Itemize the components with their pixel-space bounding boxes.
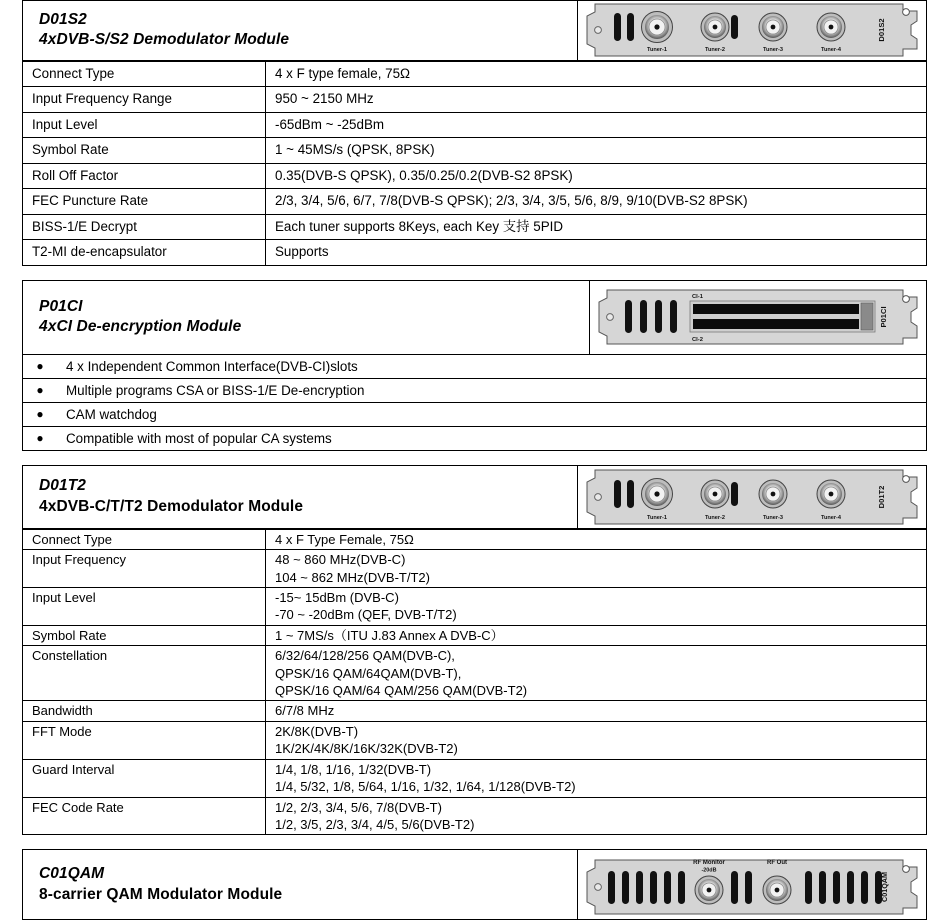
card-port-label: Tuner-3: [762, 514, 784, 521]
card-silkscreen-label: D01S2: [877, 18, 886, 43]
card-silkscreen-label: P01CI: [879, 306, 888, 328]
module-card-image-d01s2: [577, 1, 926, 60]
bullet-icon: ●: [36, 431, 44, 446]
tuner-card-illustration: [581, 466, 923, 528]
spec-value: 6/7/8 MHz: [266, 701, 927, 721]
spec-key: Symbol Rate: [23, 625, 266, 645]
card-silkscreen-label: D01T2: [877, 485, 886, 509]
card-port-label: Tuner-3: [762, 47, 784, 54]
module-section-d01s2: [22, 0, 927, 266]
feature-list-item: [22, 379, 927, 403]
module-code: P01CI: [39, 297, 83, 315]
table-row: [23, 625, 927, 645]
feature-list-item: [22, 427, 927, 451]
card-port-label: Tuner-2: [704, 47, 726, 54]
module-section-p01ci: [22, 280, 927, 451]
tuner-card-illustration: [581, 1, 923, 59]
module-header-d01t2: [22, 465, 927, 529]
spec-key: Symbol Rate: [23, 138, 266, 164]
module-name: 4xDVB-C/T/T2 Demodulator Module: [39, 497, 304, 515]
table-row: [23, 797, 927, 835]
spec-key: Input Frequency: [23, 550, 266, 588]
bullet-icon: ●: [36, 407, 44, 422]
feature-text: 4 x Independent Common Interface(DVB-CI)slots: [66, 358, 358, 374]
module-name: 8-carrier QAM Modulator Module: [39, 885, 283, 903]
module-card-image-d01t2: [577, 466, 926, 528]
spec-key: FFT Mode: [23, 721, 266, 759]
bullet-icon: ●: [36, 359, 44, 374]
spec-value: -65dBm ~ -25dBm: [266, 112, 927, 138]
card-port-label: Tuner-1: [646, 514, 668, 521]
module-title-block: [23, 1, 577, 60]
spec-value: 6/32/64/128/256 QAM(DVB-C), QPSK/16 QAM/64QAM(DVB-T), QPSK/16 QAM/64 QAM/256 QAM(DVB-T2): [266, 646, 927, 701]
spec-value: 1 ~ 45MS/s (QPSK, 8PSK): [266, 138, 927, 164]
spec-key: T2-MI de-encapsulator: [23, 240, 266, 266]
module-title-block: [23, 466, 577, 528]
module-section-d01t2: [22, 465, 927, 836]
spec-value: 2/3, 3/4, 5/6, 6/7, 7/8(DVB-S QPSK); 2/3, 3/4, 3/5, 5/6, 8/9, 9/10(DVB-S2 8PSK): [266, 189, 927, 215]
feature-text: Multiple programs CSA or BISS-1/E De-encryption: [66, 382, 365, 398]
table-row: [23, 721, 927, 759]
spec-value: 1/4, 1/8, 1/16, 1/32(DVB-T) 1/4, 5/32, 1/8, 5/64, 1/16, 1/32, 1/64, 1/128(DVB-T2): [266, 759, 927, 797]
spec-key: Bandwidth: [23, 701, 266, 721]
feature-text: Compatible with most of popular CA systems: [66, 430, 332, 446]
table-row: [23, 529, 927, 549]
module-name: 4xCI De-encryption Module: [39, 318, 242, 336]
card-port-label: Tuner-4: [820, 514, 842, 521]
card-silkscreen-label: C01QAM: [880, 871, 889, 902]
spec-key: Input Level: [23, 112, 266, 138]
spec-table-d01s2: [22, 61, 927, 266]
card-slot-label-top: CI-1: [692, 294, 703, 301]
card-port-sublabel-monitor: -20dB: [701, 867, 717, 874]
spec-value: 48 ~ 860 MHz(DVB-C) 104 ~ 862 MHz(DVB-T/T2): [266, 550, 927, 588]
card-port-label: Tuner-2: [704, 514, 726, 521]
table-row: [23, 214, 927, 240]
spec-value: 2K/8K(DVB-T) 1K/2K/4K/8K/16K/32K(DVB-T2): [266, 721, 927, 759]
table-row: [23, 189, 927, 215]
ci-card-illustration: [593, 286, 923, 348]
table-row: [23, 163, 927, 189]
table-row: [23, 759, 927, 797]
spec-key: BISS-1/E Decrypt: [23, 214, 266, 240]
spec-key: Connect Type: [23, 529, 266, 549]
feature-text: CAM watchdog: [66, 406, 157, 422]
qam-card-illustration: [581, 854, 923, 916]
spec-value: 1 ~ 7MS/s（ITU J.83 Annex A DVB-C）: [266, 625, 927, 645]
module-section-c01qam: [22, 849, 927, 920]
table-row: [23, 112, 927, 138]
table-row: [23, 646, 927, 701]
table-row: [23, 240, 927, 266]
module-header-p01ci: [22, 280, 927, 355]
module-header-c01qam: [22, 849, 927, 920]
spec-value: 4 x F type female, 75Ω: [266, 61, 927, 87]
spec-value: 950 ~ 2150 MHz: [266, 87, 927, 113]
module-code: D01S2: [39, 11, 87, 28]
spec-key: Connect Type: [23, 61, 266, 87]
table-row: [23, 550, 927, 588]
spec-key: FEC Puncture Rate: [23, 189, 266, 215]
module-card-image-c01qam: [577, 850, 926, 919]
table-row: [23, 701, 927, 721]
card-port-label: Tuner-1: [646, 47, 668, 54]
spec-key: Guard Interval: [23, 759, 266, 797]
table-row: [23, 61, 927, 87]
spec-value: Supports: [266, 240, 927, 266]
spec-value: 1/2, 2/3, 3/4, 5/6, 7/8(DVB-T) 1/2, 3/5, 2/3, 3/4, 4/5, 5/6(DVB-T2): [266, 797, 927, 835]
module-name: 4xDVB-S/S2 Demodulator Module: [39, 31, 290, 49]
module-code: D01T2: [39, 477, 87, 495]
bullet-icon: ●: [36, 383, 44, 398]
spec-key: Roll Off Factor: [23, 163, 266, 189]
feature-list-item: [22, 403, 927, 427]
table-row: [23, 87, 927, 113]
spec-key: Input Frequency Range: [23, 87, 266, 113]
module-title-block: [23, 281, 589, 354]
table-row: [23, 588, 927, 626]
spec-value: -15~ 15dBm (DVB-C) -70 ~ -20dBm (QEF, DVB-T/T2): [266, 588, 927, 626]
card-port-label: Tuner-4: [820, 47, 842, 54]
card-slot-label-bottom: CI-2: [692, 337, 703, 344]
spec-table-d01t2: [22, 529, 927, 836]
spec-value: Each tuner supports 8Keys, each Key 支持 5PID: [266, 214, 927, 240]
module-title-block: [23, 850, 577, 919]
spec-key: Constellation: [23, 646, 266, 701]
feature-list-item: [22, 355, 927, 379]
card-port-label-monitor: RF Monitor: [693, 859, 725, 866]
spec-value: 0.35(DVB-S QPSK), 0.35/0.25/0.2(DVB-S2 8PSK): [266, 163, 927, 189]
card-port-label-out: RF Out: [767, 859, 787, 866]
spec-key: FEC Code Rate: [23, 797, 266, 835]
spec-key: Input Level: [23, 588, 266, 626]
table-row: [23, 138, 927, 164]
module-code: C01QAM: [39, 865, 105, 883]
module-card-image-p01ci: [589, 281, 926, 354]
spec-value: 4 x F Type Female, 75Ω: [266, 529, 927, 549]
module-header-d01s2: [22, 0, 927, 61]
